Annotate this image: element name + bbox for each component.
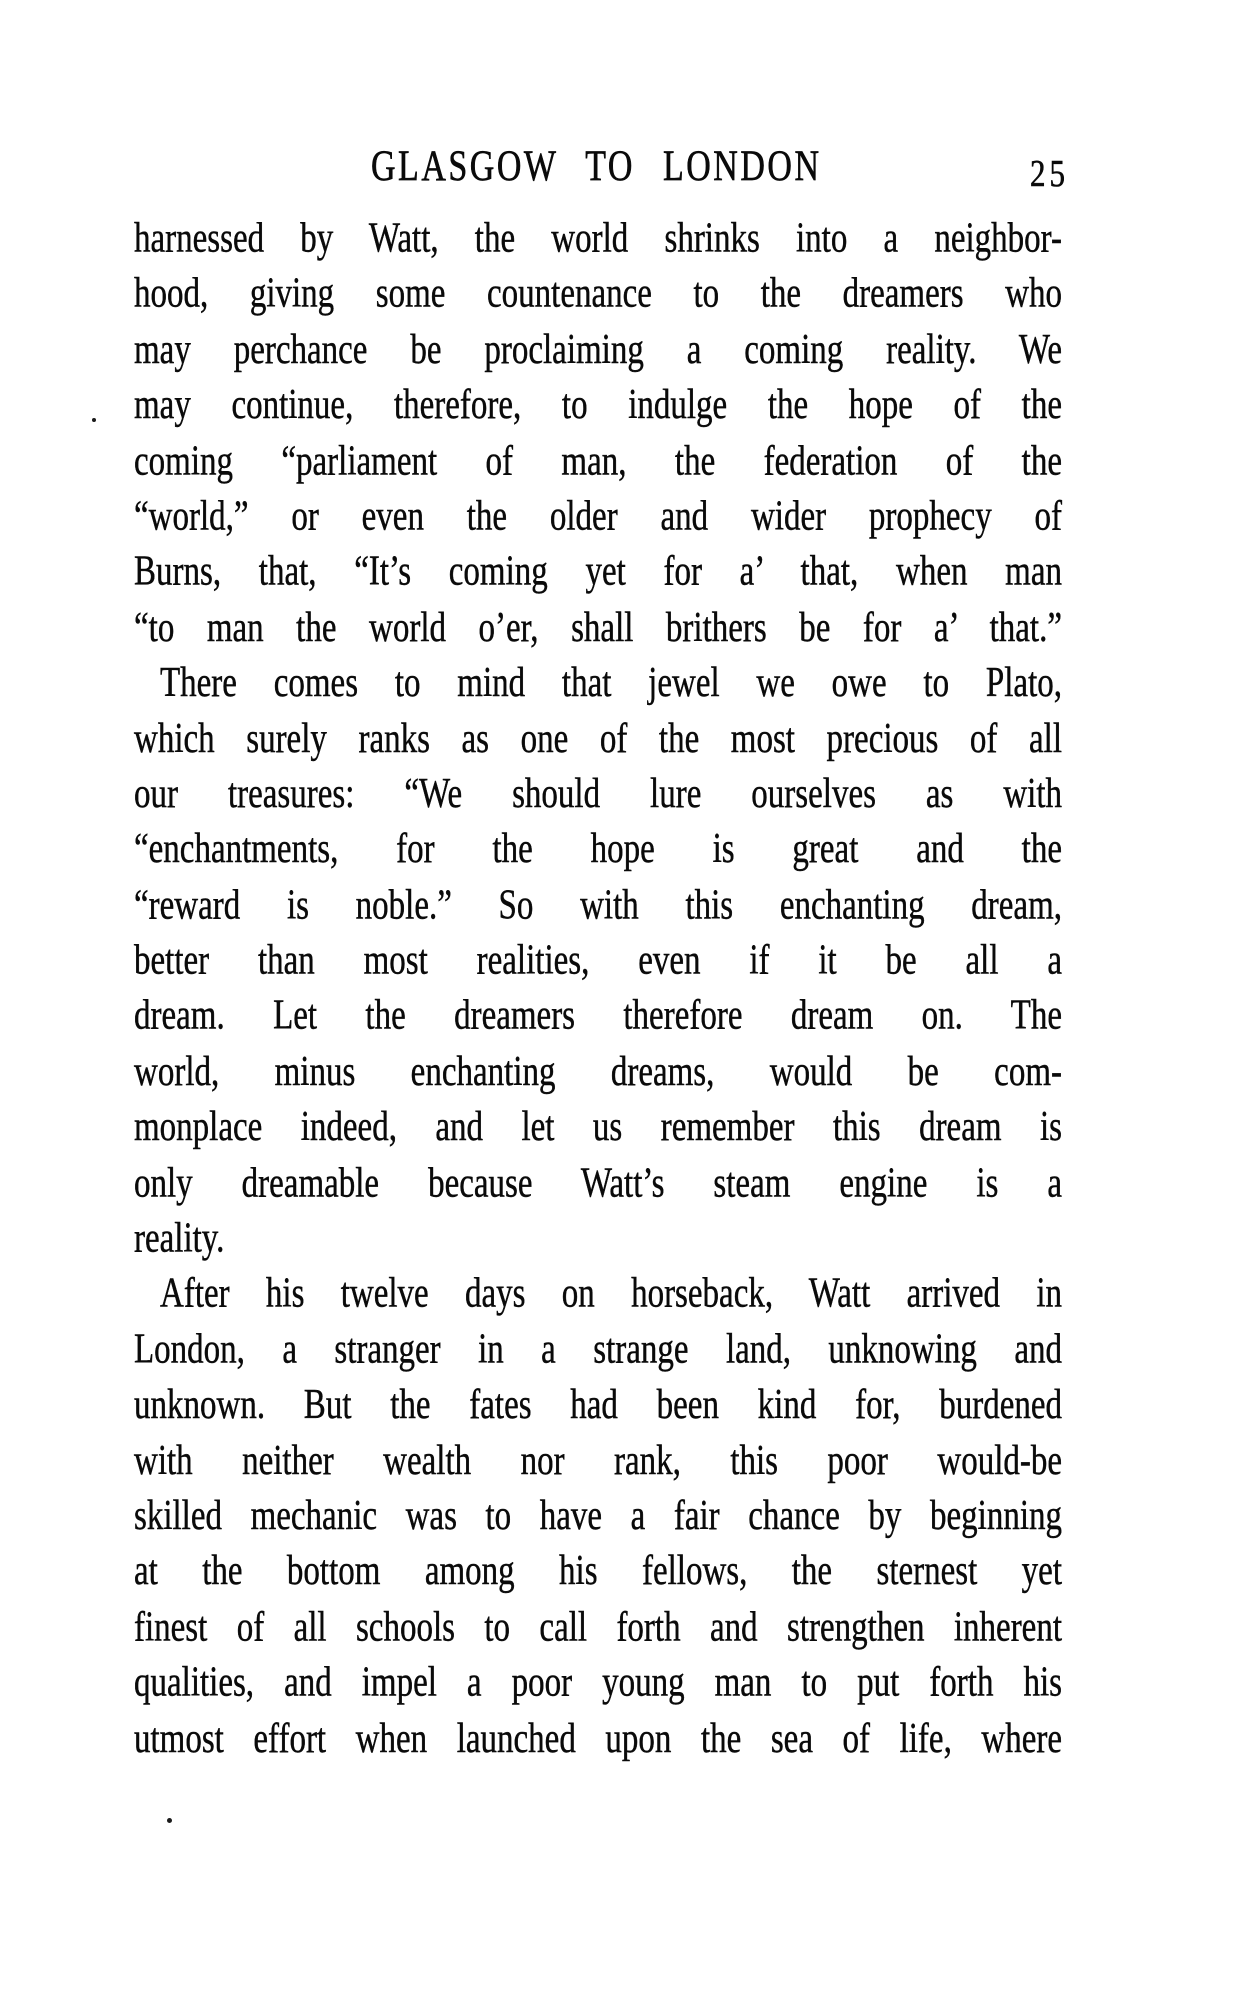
text-line: only dreamable because Watt’s steam engine is a [134, 1160, 1062, 1207]
text-line: our treasures: “We should lure ourselves as with [134, 771, 1062, 818]
text-line: “world,” or even the older and wider prophecy of [134, 493, 1062, 540]
scan-speck [92, 418, 96, 422]
text-line: skilled mechanic was to have a fair chance by beginning [134, 1493, 1062, 1540]
text-line: “reward is noble.” So with this enchanting dream, [134, 882, 1062, 929]
text-line: unknown. But the fates had been kind for, burdened [134, 1382, 1062, 1429]
text-line: After his twelve days on horseback, Watt arrived in [160, 1271, 1062, 1318]
text-line: finest of all schools to call forth and strengthen inherent [134, 1604, 1062, 1651]
text-line: may perchance be proclaiming a coming reality. We [134, 326, 1062, 373]
text-line: Burns, that, “It’s coming yet for a’ that, when man [134, 549, 1062, 596]
text-line: may continue, therefore, to indulge the hope of the [134, 382, 1062, 429]
text-line: at the bottom among his fellows, the sternest yet [134, 1548, 1062, 1595]
body-text-block [134, 212, 1062, 1767]
text-line: which surely ranks as one of the most precious of all [134, 715, 1062, 762]
text-line: London, a stranger in a strange land, unknowing and [134, 1326, 1062, 1373]
text-line: with neither wealth nor rank, this poor would-be [134, 1437, 1062, 1484]
text-line: monplace indeed, and let us remember this dream is [134, 1104, 1062, 1151]
running-head-title: GLASGOW TO LONDON [371, 143, 822, 191]
text-line: coming “parliament of man, the federation of the [134, 438, 1062, 485]
text-line: There comes to mind that jewel we owe to Plato, [160, 660, 1062, 707]
text-line: dream. Let the dreamers therefore dream on. The [134, 993, 1062, 1040]
scan-speck [167, 1818, 172, 1823]
text-line: better than most realities, even if it be all a [134, 937, 1062, 984]
text-line: “to man the world o’er, shall brithers be for a’ that.” [134, 604, 1062, 651]
text-line: qualities, and impel a poor young man to put forth his [134, 1659, 1062, 1706]
text-line: reality. [134, 1215, 225, 1262]
text-line: “enchantments, for the hope is great and the [134, 826, 1062, 873]
text-line: utmost effort when launched upon the sea of life, where [134, 1715, 1062, 1762]
page-number: 25 [1030, 152, 1069, 195]
text-line: world, minus enchanting dreams, would be com- [134, 1048, 1062, 1096]
text-line: hood, giving some countenance to the dreamers who [134, 271, 1062, 318]
text-line: harnessed by Watt, the world shrinks into a neighbor- [134, 215, 1062, 262]
